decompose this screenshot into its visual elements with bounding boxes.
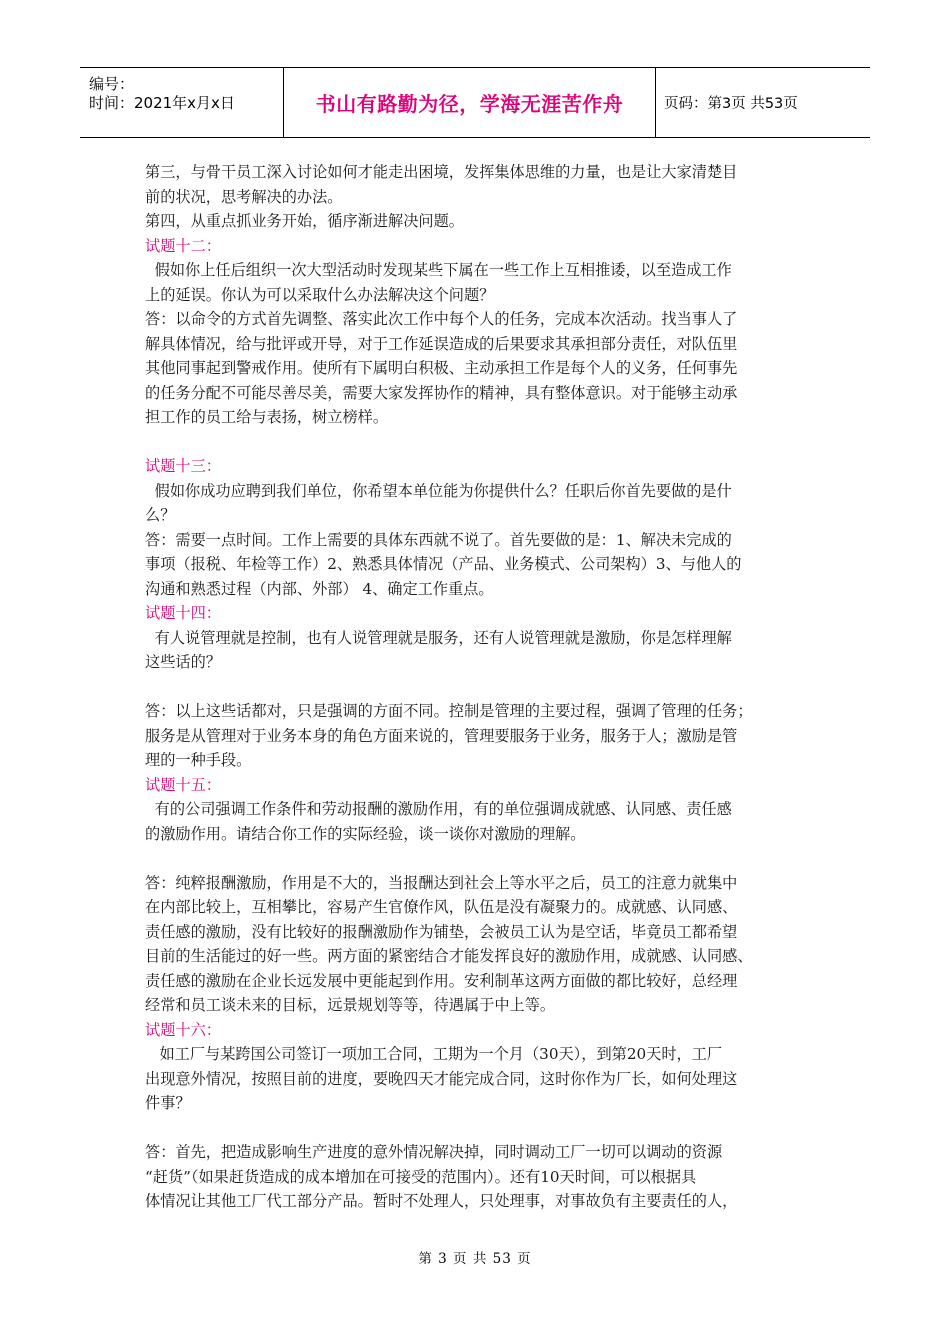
body-text-line: 的任务分配不可能尽善尽美，需要大家发挥协作的精神，具有整体意识。对于能够主动承 — [145, 383, 738, 402]
blank-line — [145, 430, 810, 455]
question-heading: 试题十二： — [145, 236, 221, 255]
blank-line — [145, 1116, 810, 1141]
header-page-info: 页码：第3页 共53页 — [664, 96, 798, 112]
document-body — [145, 160, 810, 1214]
blank-line — [145, 846, 810, 871]
body-text-line: 的激励作用。请结合你工作的实际经验，谈一谈你对激励的理解。 — [145, 824, 586, 843]
body-text-line: 理的一种手段。 — [145, 751, 252, 769]
question-heading: 试题十四： — [145, 604, 221, 622]
body-text-line: 假如你成功应聘到我们单位，你希望本单位能为你提供什么？任职后你首先要做的是什 — [145, 481, 732, 500]
document-number-label: 编号： — [89, 75, 135, 93]
blank-line — [145, 675, 810, 700]
body-text-line: 这些话的？ — [145, 653, 221, 671]
body-text-line: 在内部比较上，互相攀比，容易产生官僚作风，队伍是没有凝聚力的。成就感、认同感、 — [145, 898, 738, 916]
body-text-line: 答：纯粹报酬激励，作用是不大的，当报酬达到社会上等水平之后，员工的注意力就集中 — [145, 873, 738, 892]
body-text-line: 有的公司强调工作条件和劳动报酬的激励作用，有的单位强调成就感、认同感、责任感 — [145, 800, 732, 818]
page-footer: 第 3 页 共 53 页 — [418, 1251, 532, 1267]
body-text-line: 体情况让其他工厂代工部分产品。暂时不处理人，只处理事，对事故负有主要责任的人， — [145, 1192, 738, 1210]
body-text-line: 第三，与骨干员工深入讨论如何才能走出困境，发挥集体思维的力量，也是让大家清楚目 — [145, 163, 738, 181]
body-text-line: 第四，从重点抓业务开始，循序渐进解决问题。 — [145, 212, 464, 230]
body-text-line: 解具体情况，给与批评或开导，对于工作延误造成的后果要求其承担部分责任，对队伍里 — [145, 334, 738, 353]
question-heading: 试题十三： — [145, 457, 221, 475]
question-heading: 试题十六： — [145, 1020, 221, 1039]
header-page-cell — [656, 68, 870, 137]
header-meta-cell — [80, 68, 284, 137]
body-text-line: 出现意外情况，按照目前的进度，要晚四天才能完成合同，这时你作为厂长，如何处理这 — [145, 1069, 738, 1088]
body-text-line: 有人说管理就是控制，也有人说管理就是服务，还有人说管理就是激励，你是怎样理解 — [145, 628, 732, 647]
body-text-line: 答：首先，把造成影响生产进度的意外情况解决掉，同时调动工厂一切可以调动的资源 — [145, 1143, 723, 1161]
body-text-line: 答：以上这些话都对，只是强调的方面不同。控制是管理的主要过程，强调了管理的任务； — [145, 702, 753, 720]
body-text-line: 沟通和熟悉过程（内部、外部） 4、确定工作重点。 — [145, 579, 494, 598]
body-text-line: “赶货”（如果赶货造成的成本增加在可接受的范围内）。还有10天时间，可以根据具 — [145, 1167, 697, 1186]
body-text-line: 假如你上任后组织一次大型活动时发现某些下属在一些工作上互相推诿，以至造成工作 — [145, 261, 732, 279]
body-text-line: 件事？ — [145, 1094, 191, 1112]
body-text-line: 答：以命令的方式首先调整、落实此次工作中每个人的任务，完成本次活动。找当事人了 — [145, 310, 738, 328]
body-text-line: 上的延误。你认为可以采取什么办法解决这个问题？ — [145, 285, 495, 304]
body-text-line: 其他同事起到警戒作用。使所有下属明白积极、主动承担工作是每个人的义务，任何事先 — [145, 359, 738, 377]
body-text-line: 责任感的激励，没有比较好的报酬激励作为铺垫，会被员工认为是空话，毕竟员工都希望 — [145, 922, 738, 941]
question-heading: 试题十五： — [145, 775, 221, 794]
body-text-line: 事项（报税、年检等工作）2、熟悉具体情况（产品、业务模式、公司架构）3、与他人的 — [145, 555, 742, 573]
body-text-line: 么？ — [145, 506, 176, 524]
body-text-line: 答：需要一点时间。工作上需要的具体东西就不说了。首先要做的是：1、解决未完成的 — [145, 530, 732, 549]
body-text-line: 目前的生活能过的好一些。两方面的紧密结合才能发挥良好的激励作用，成就感、认同感、 — [145, 947, 753, 965]
body-text-line: 前的状况，思考解决的办法。 — [145, 187, 343, 206]
body-text-line: 担工作的员工给与表扬，树立榜样。 — [145, 408, 388, 426]
body-text-line: 经常和员工谈未来的目标，远景规划等等，待遇属于中上等。 — [145, 996, 556, 1014]
motto-text: 书山有路勤为径，学海无涯苦作舟 — [315, 92, 624, 116]
document-date-label: 时间：2021年x月x日 — [89, 94, 235, 112]
body-text-line: 服务是从管理对于业务本身的角色方面来说的，管理要服务于业务，服务于人；激励是管 — [145, 726, 738, 745]
header-motto-cell — [284, 68, 656, 137]
page-header — [80, 67, 870, 138]
body-text-line: 责任感的激励在企业长远发展中更能起到作用。安利制革这两方面做的都比较好，总经理 — [145, 971, 738, 990]
body-text-line: 如工厂与某跨国公司签订一项加工合同，工期为一个月（30天），到第20天时，工厂 — [145, 1045, 723, 1063]
